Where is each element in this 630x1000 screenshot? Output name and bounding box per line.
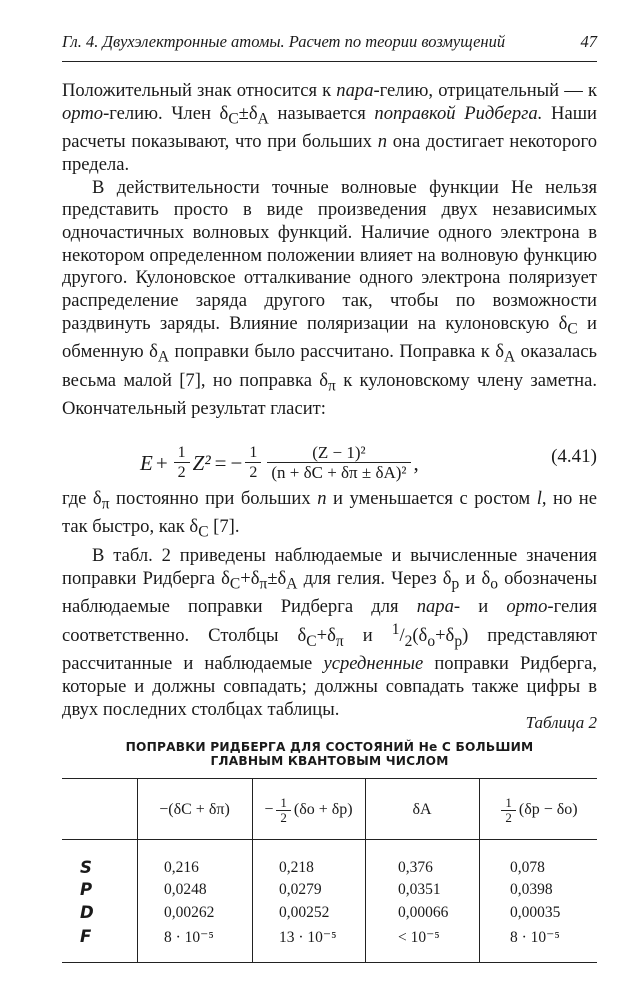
table-header-col1: −(δC + δπ)	[159, 801, 230, 818]
paragraph-3: где $\delta_\pi$ постоянно при больших n и уменьшается с ростом l, но не так быстро, как $\delta_C$ [7].	[62, 488, 598, 542]
table-rule-top	[62, 778, 597, 779]
equation-formula: E + $\frac{1}{2}$ Z² = − $\frac{1}{2}$ $\frac{\text{(Z − 1)²}}{\text{(n + δC + δπ ± δA)²}}$ ,	[140, 442, 419, 482]
fraction-half-2: $\frac{1}{2}$	[245, 444, 261, 483]
book-page: Гл. 4. Двухэлектронные атомы. Расчет по теории возмущений 47 Положительный знак относится к пара-гелию, отрицательный — к орто-гелию. Член $\delta_C\pm\delta_A$ называется поправкой Ридберга. Наши расчеты показывают, что при больших n она достигает некоторого предела. В действительности точные волновые функции He нельзя представить просто в виде произведения двух независимых одночастичных волновых функций. Наличие одного электрона в некотором определенном положении влияет на волновую функцию другого. Кулоновское отталкивание одного электрона поляризует распределение заряда другого так, чтобы по возможности раздвинуть заряды. Влияние поляризации на кулоновскую $\delta_C$ и обменную $\delta_A$ поправки было рассчитано. Поправка к $\delta_A$ оказалась весьма малой [7], но поправка $\delta_\pi$ к кулоновскому члену заметна. Окончательный результат гласит: E + $\frac{1}{2}$ Z² = − $\frac{1}{2}$ $\frac{\text{(Z − 1)²}}{\text{(n + δC + δπ ± δA)²}}$ , (4.41) где $\delta_\pi$ постоянно при больших n и уменьшается с ростом l, но не так быстро, как $\delta_C$ [7]. В табл. 2 приведены наблюдаемые и вычисленные значения поправки Ридберга $\delta_C+\delta_\pi\pm\delta_A$ для гелия. Через $\delta_p$ и $\delta_o$ обозначены наблюдаемые поправки Ридберга для пара- и орто-гелия соответственно. Столбцы $\delta_C+\delta_\pi$ и $^1/_2(\delta_o+\delta_p)$ представляют рассчитанные и наблюдаемые усредненные поправки Ридберга, которые и должны совпадать; должны совпадать также цифры в двух последних столбцах таблицы. Таблица 2 ПОПРАВКИ РИДБЕРГА ДЛЯ СОСТОЯНИЙ He С БОЛЬШИМ ГЛАВНЫМ КВАНТОВЫМ ЧИСЛОМ −(δC + δπ) − $\frac{1}{2}$ (δo + δp) δA $\frac{1}{2}$ (δp − δo) S 0,216 0,218 0,376 0,078 P 0,0248 0,0279 0,0351 0,0398 D 0,00262 0,00252 0,00066 0,00035 F 8 · 10⁻⁵ 13 · 10⁻⁵ < 10⁻⁵ 8 · 10⁻⁵	[0, 0, 630, 1000]
equation-number: (4.41)	[551, 446, 597, 467]
header-rule	[62, 61, 597, 62]
paragraph-2: В действительности точные волновые функции He нельзя представить просто в виде произведения двух независимых одночастичных волновых функций. Наличие одного электрона в некотором определенном положении влияет на волновую функцию другого. Кулоновское отталкивание одного электрона поляризует распределение заряда другого так, чтобы по возможности раздвинуть заряды. Влияние поляризации на кулоновскую $\delta_C$ и обменную $\delta_A$ поправки было рассчитано. Поправка к $\delta_A$ оказалась весьма малой [7], но поправка $\delta_\pi$ к кулоновскому члену заметна. Окончательный результат гласит:	[62, 176, 597, 420]
table-header-col3: δA	[412, 801, 432, 818]
body-text-2	[62, 488, 597, 721]
fraction-main: $\frac{\text{(Z − 1)²}}{\text{(n + δC + δπ ± δA)²}}$	[267, 444, 410, 483]
table-rule-header	[62, 839, 597, 840]
body-text	[62, 80, 597, 421]
running-head	[62, 32, 597, 52]
table-rule-bottom	[62, 962, 597, 963]
table-title: ПОПРАВКИ РИДБЕРГА ДЛЯ СОСТОЯНИЙ He С БОЛЬШИМ ГЛАВНЫМ КВАНТОВЫМ ЧИСЛОМ	[125, 740, 534, 768]
paragraph-4: В табл. 2 приведены наблюдаемые и вычисленные значения поправки Ридберга $\delta_C+\delta_\pi\pm\delta_A$ для гелия. Через $\delta_p$ и $\delta_o$ обозначены наблюдаемые поправки Ридберга для пара- и орто-гелия соответственно. Столбцы $\delta_C+\delta_\pi$ и $^1/_2(\delta_o+\delta_p)$ представляют рассчитанные и наблюдаемые усредненные поправки Ридберга, которые и должны совпадать; должны совпадать также цифры в двух последних столбцах таблицы.	[62, 544, 598, 720]
running-head-title: Гл. 4. Двухэлектронные атомы. Расчет по теории возмущений	[62, 32, 506, 51]
fraction-half: $\frac{1}{2}$	[174, 444, 190, 483]
table-label: Таблица 2	[525, 713, 597, 732]
paragraph-1: Положительный знак относится к пара-гелию, отрицательный — к орто-гелию. Член $\delta_C\pm\delta_A$ называется поправкой Ридберга. Наши расчеты показывают, что при больших n она достигает некоторого предела.	[62, 80, 598, 175]
table-header-col4: $\frac{1}{2}$ (δp − δo)	[479, 790, 597, 830]
page-number: 47	[580, 32, 597, 51]
table-header-col2: − $\frac{1}{2}$ (δo + δp)	[264, 794, 353, 825]
